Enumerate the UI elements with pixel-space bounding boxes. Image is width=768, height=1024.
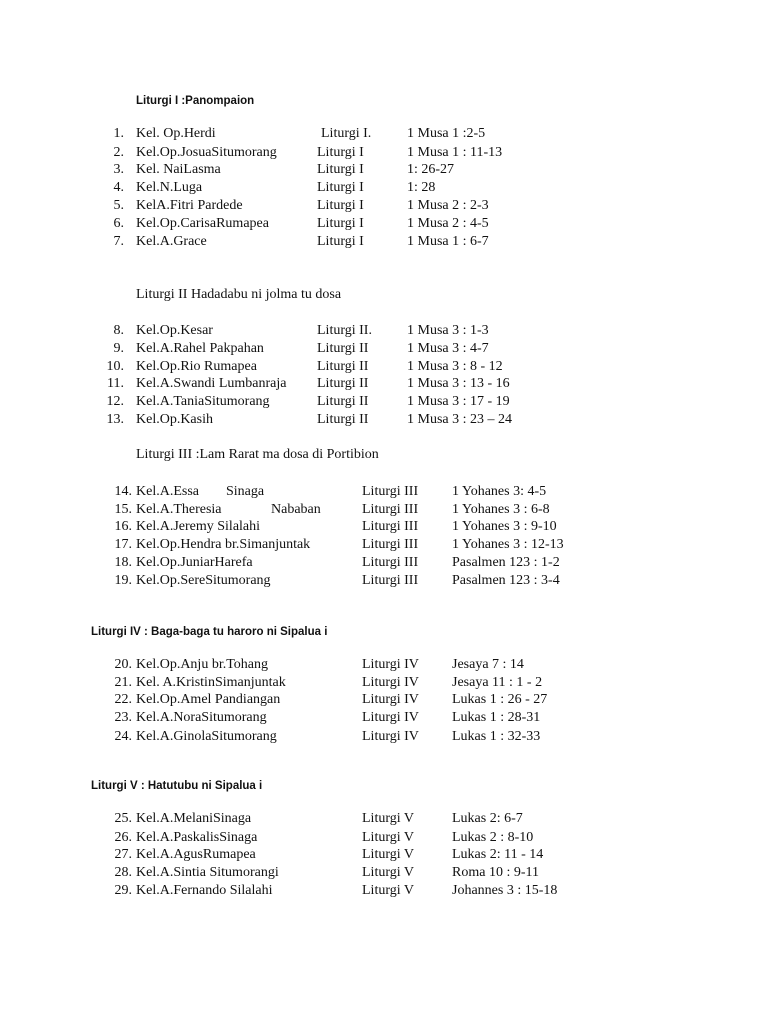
- list-item: [0, 709, 768, 727]
- item-verse: Lukas 1 : 28-31: [452, 710, 541, 725]
- list-item: [0, 483, 768, 501]
- item-verse: 1 Musa 3 : 17 - 19: [407, 394, 510, 409]
- item-name: Kel.Op.Rio Rumapea: [136, 359, 257, 374]
- item-number: 25.: [114, 811, 132, 826]
- item-number: 19.: [114, 573, 132, 588]
- item-name: Kel.Op.JuniarHarefa: [136, 555, 253, 570]
- item-number: 20.: [114, 657, 132, 672]
- list-item: [0, 179, 768, 197]
- item-name: Kel.A.Grace: [136, 234, 207, 249]
- list-item: [0, 144, 768, 162]
- list-item: [0, 411, 768, 429]
- item-name: KelA.Fitri Pardede: [136, 198, 243, 213]
- item-number: 27.: [114, 847, 132, 862]
- item-verse: Pasalmen 123 : 1-2: [452, 555, 560, 570]
- list-item: [0, 375, 768, 393]
- item-number: 21.: [114, 675, 132, 690]
- item-name: Kel.A.Swandi Lumbanraja: [136, 376, 287, 391]
- item-number: 14.: [114, 484, 132, 499]
- list-item: [0, 864, 768, 882]
- item-name-suffix: Nababan: [271, 502, 321, 517]
- item-liturgi: Liturgi III: [362, 502, 419, 517]
- item-name: Kel.A.Sintia Situmorangi: [136, 865, 279, 880]
- item-number: 10.: [106, 359, 124, 374]
- item-number: 17.: [114, 537, 132, 552]
- item-number: 7.: [113, 234, 124, 249]
- item-name: Kel. NaiLasma: [136, 162, 221, 177]
- item-name: Kel.Op.JosuaSitumorang: [136, 145, 277, 160]
- item-number: 22.: [114, 692, 132, 707]
- item-liturgi: Liturgi I.: [321, 126, 372, 141]
- item-number: 24.: [114, 729, 132, 744]
- list-item: [0, 829, 768, 847]
- item-liturgi: Liturgi II: [317, 341, 369, 356]
- item-verse: 1 Musa 1 : 6-7: [407, 234, 489, 249]
- section-title: Liturgi I :Panompaion: [136, 95, 255, 107]
- section-title: Liturgi III :Lam Rarat ma dosa di Portibion: [136, 447, 379, 462]
- list-item: [0, 810, 768, 828]
- item-liturgi: Liturgi I: [317, 145, 364, 160]
- item-number: 23.: [114, 710, 132, 725]
- item-name: Kel.A.AgusRumapea: [136, 847, 256, 862]
- item-name: Kel.A.Rahel Pakpahan: [136, 341, 264, 356]
- item-liturgi: Liturgi I: [317, 162, 364, 177]
- item-number: 9.: [113, 341, 124, 356]
- item-number: 13.: [106, 412, 124, 427]
- item-liturgi: Liturgi III: [362, 484, 419, 499]
- item-verse: Pasalmen 123 : 3-4: [452, 573, 560, 588]
- list-item: [0, 215, 768, 233]
- item-liturgi: Liturgi I: [317, 180, 364, 195]
- list-item: [0, 393, 768, 411]
- list-item: [0, 501, 768, 519]
- list-item: [0, 656, 768, 674]
- item-liturgi: Liturgi II.: [317, 323, 372, 338]
- item-liturgi: Liturgi IV: [362, 710, 419, 725]
- item-liturgi: Liturgi V: [362, 830, 414, 845]
- item-liturgi: Liturgi IV: [362, 675, 419, 690]
- item-number: 15.: [114, 502, 132, 517]
- item-number: 16.: [114, 519, 132, 534]
- list-item: [0, 125, 768, 143]
- item-number: 1.: [113, 126, 124, 141]
- item-number: 29.: [114, 883, 132, 898]
- item-liturgi: Liturgi I: [317, 216, 364, 231]
- list-item: [0, 518, 768, 536]
- item-liturgi: Liturgi V: [362, 811, 414, 826]
- item-liturgi: Liturgi II: [317, 412, 369, 427]
- item-name: Kel.A.Essa: [136, 484, 199, 499]
- item-verse: 1 Yohanes 3 : 12-13: [452, 537, 564, 552]
- list-item: [0, 233, 768, 251]
- item-liturgi: Liturgi I: [317, 234, 364, 249]
- item-verse: 1 Musa 2 : 4-5: [407, 216, 489, 231]
- item-liturgi: Liturgi IV: [362, 692, 419, 707]
- list-item: [0, 728, 768, 746]
- section-title: Liturgi IV : Baga-baga tu haroro ni Sipalua i: [91, 626, 328, 638]
- item-name: Kel.Op.Amel Pandiangan: [136, 692, 281, 707]
- list-item: [0, 197, 768, 215]
- item-name: Kel.Op.Kesar: [136, 323, 213, 338]
- item-verse: Lukas 1 : 32-33: [452, 729, 541, 744]
- item-verse: 1 Musa 3 : 1-3: [407, 323, 489, 338]
- item-name: Kel. Op.Herdi: [136, 126, 216, 141]
- item-name: Kel.A.Jeremy Silalahi: [136, 519, 261, 534]
- item-verse: Jesaya 7 : 14: [452, 657, 524, 672]
- item-verse: 1 Musa 1 : 11-13: [407, 145, 503, 160]
- list-item: [0, 536, 768, 554]
- item-verse: 1 Yohanes 3: 4-5: [452, 484, 547, 499]
- list-item: [0, 161, 768, 179]
- item-name: Kel.N.Luga: [136, 180, 203, 195]
- item-verse: 1 Musa 1 :2-5: [407, 126, 486, 141]
- item-name: Kel.Op.Anju br.Tohang: [136, 657, 269, 672]
- item-name: Kel.A.TaniaSitumorang: [136, 394, 270, 409]
- item-verse: 1 Musa 3 : 8 - 12: [407, 359, 503, 374]
- section-title: Liturgi V : Hatutubu ni Sipalua i: [91, 780, 263, 792]
- item-verse: 1 Yohanes 3 : 6-8: [452, 502, 550, 517]
- item-number: 8.: [113, 323, 124, 338]
- item-verse: Roma 10 : 9-11: [452, 865, 539, 880]
- item-number: 18.: [114, 555, 132, 570]
- item-liturgi: Liturgi III: [362, 537, 419, 552]
- item-name: Kel.A.Fernando Silalahi: [136, 883, 273, 898]
- item-name: Kel.Op.Kasih: [136, 412, 213, 427]
- item-liturgi: Liturgi II: [317, 359, 369, 374]
- item-verse: Lukas 2: 6-7: [452, 811, 523, 826]
- section-title: Liturgi II Hadadabu ni jolma tu dosa: [136, 287, 342, 302]
- item-liturgi: Liturgi V: [362, 883, 414, 898]
- item-liturgi: Liturgi V: [362, 847, 414, 862]
- item-verse: 1 Musa 2 : 2-3: [407, 198, 489, 213]
- item-number: 12.: [106, 394, 124, 409]
- item-number: 4.: [113, 180, 124, 195]
- item-liturgi: Liturgi III: [362, 519, 419, 534]
- item-liturgi: Liturgi II: [317, 376, 369, 391]
- item-number: 11.: [107, 376, 124, 391]
- item-name-suffix: Sinaga: [226, 484, 265, 499]
- item-liturgi: Liturgi V: [362, 865, 414, 880]
- item-number: 5.: [113, 198, 124, 213]
- list-item: [0, 882, 768, 900]
- item-name: Kel. A.KristinSimanjuntak: [136, 675, 286, 690]
- item-verse: 1 Musa 3 : 23 – 24: [407, 412, 512, 427]
- item-verse: Lukas 2 : 8-10: [452, 830, 534, 845]
- item-number: 3.: [113, 162, 124, 177]
- item-verse: 1 Yohanes 3 : 9-10: [452, 519, 557, 534]
- item-verse: 1: 26-27: [407, 162, 455, 177]
- item-liturgi: Liturgi IV: [362, 657, 419, 672]
- item-name: Kel.Op.SereSitumorang: [136, 573, 271, 588]
- list-item: [0, 691, 768, 709]
- list-item: [0, 554, 768, 572]
- list-item: [0, 674, 768, 692]
- item-verse: Lukas 2: 11 - 14: [452, 847, 544, 862]
- item-name: Kel.A.NoraSitumorang: [136, 710, 267, 725]
- item-number: 28.: [114, 865, 132, 880]
- item-verse: Jesaya 11 : 1 - 2: [452, 675, 543, 690]
- list-item: [0, 322, 768, 340]
- item-name: Kel.Op.Hendra br.Simanjuntak: [136, 537, 311, 552]
- item-name: Kel.A.GinolaSitumorang: [136, 729, 277, 744]
- item-number: 6.: [113, 216, 124, 231]
- list-item: [0, 846, 768, 864]
- item-name: Kel.A.PaskalisSinaga: [136, 830, 258, 845]
- item-number: 2.: [113, 145, 124, 160]
- item-verse: Lukas 1 : 26 - 27: [452, 692, 548, 707]
- list-item: [0, 358, 768, 376]
- item-liturgi: Liturgi III: [362, 573, 419, 588]
- item-number: 26.: [114, 830, 132, 845]
- list-item: [0, 340, 768, 358]
- item-liturgi: Liturgi III: [362, 555, 419, 570]
- item-liturgi: Liturgi IV: [362, 729, 419, 744]
- list-item: [0, 572, 768, 590]
- item-liturgi: Liturgi II: [317, 394, 369, 409]
- item-verse: 1 Musa 3 : 4-7: [407, 341, 489, 356]
- item-liturgi: Liturgi I: [317, 198, 364, 213]
- item-verse: 1: 28: [407, 180, 436, 195]
- item-name: Kel.A.MelaniSinaga: [136, 811, 252, 826]
- item-verse: Johannes 3 : 15-18: [452, 883, 558, 898]
- item-verse: 1 Musa 3 : 13 - 16: [407, 376, 510, 391]
- item-name: Kel.Op.CarisaRumapea: [136, 216, 269, 231]
- item-name: Kel.A.Theresia: [136, 502, 222, 517]
